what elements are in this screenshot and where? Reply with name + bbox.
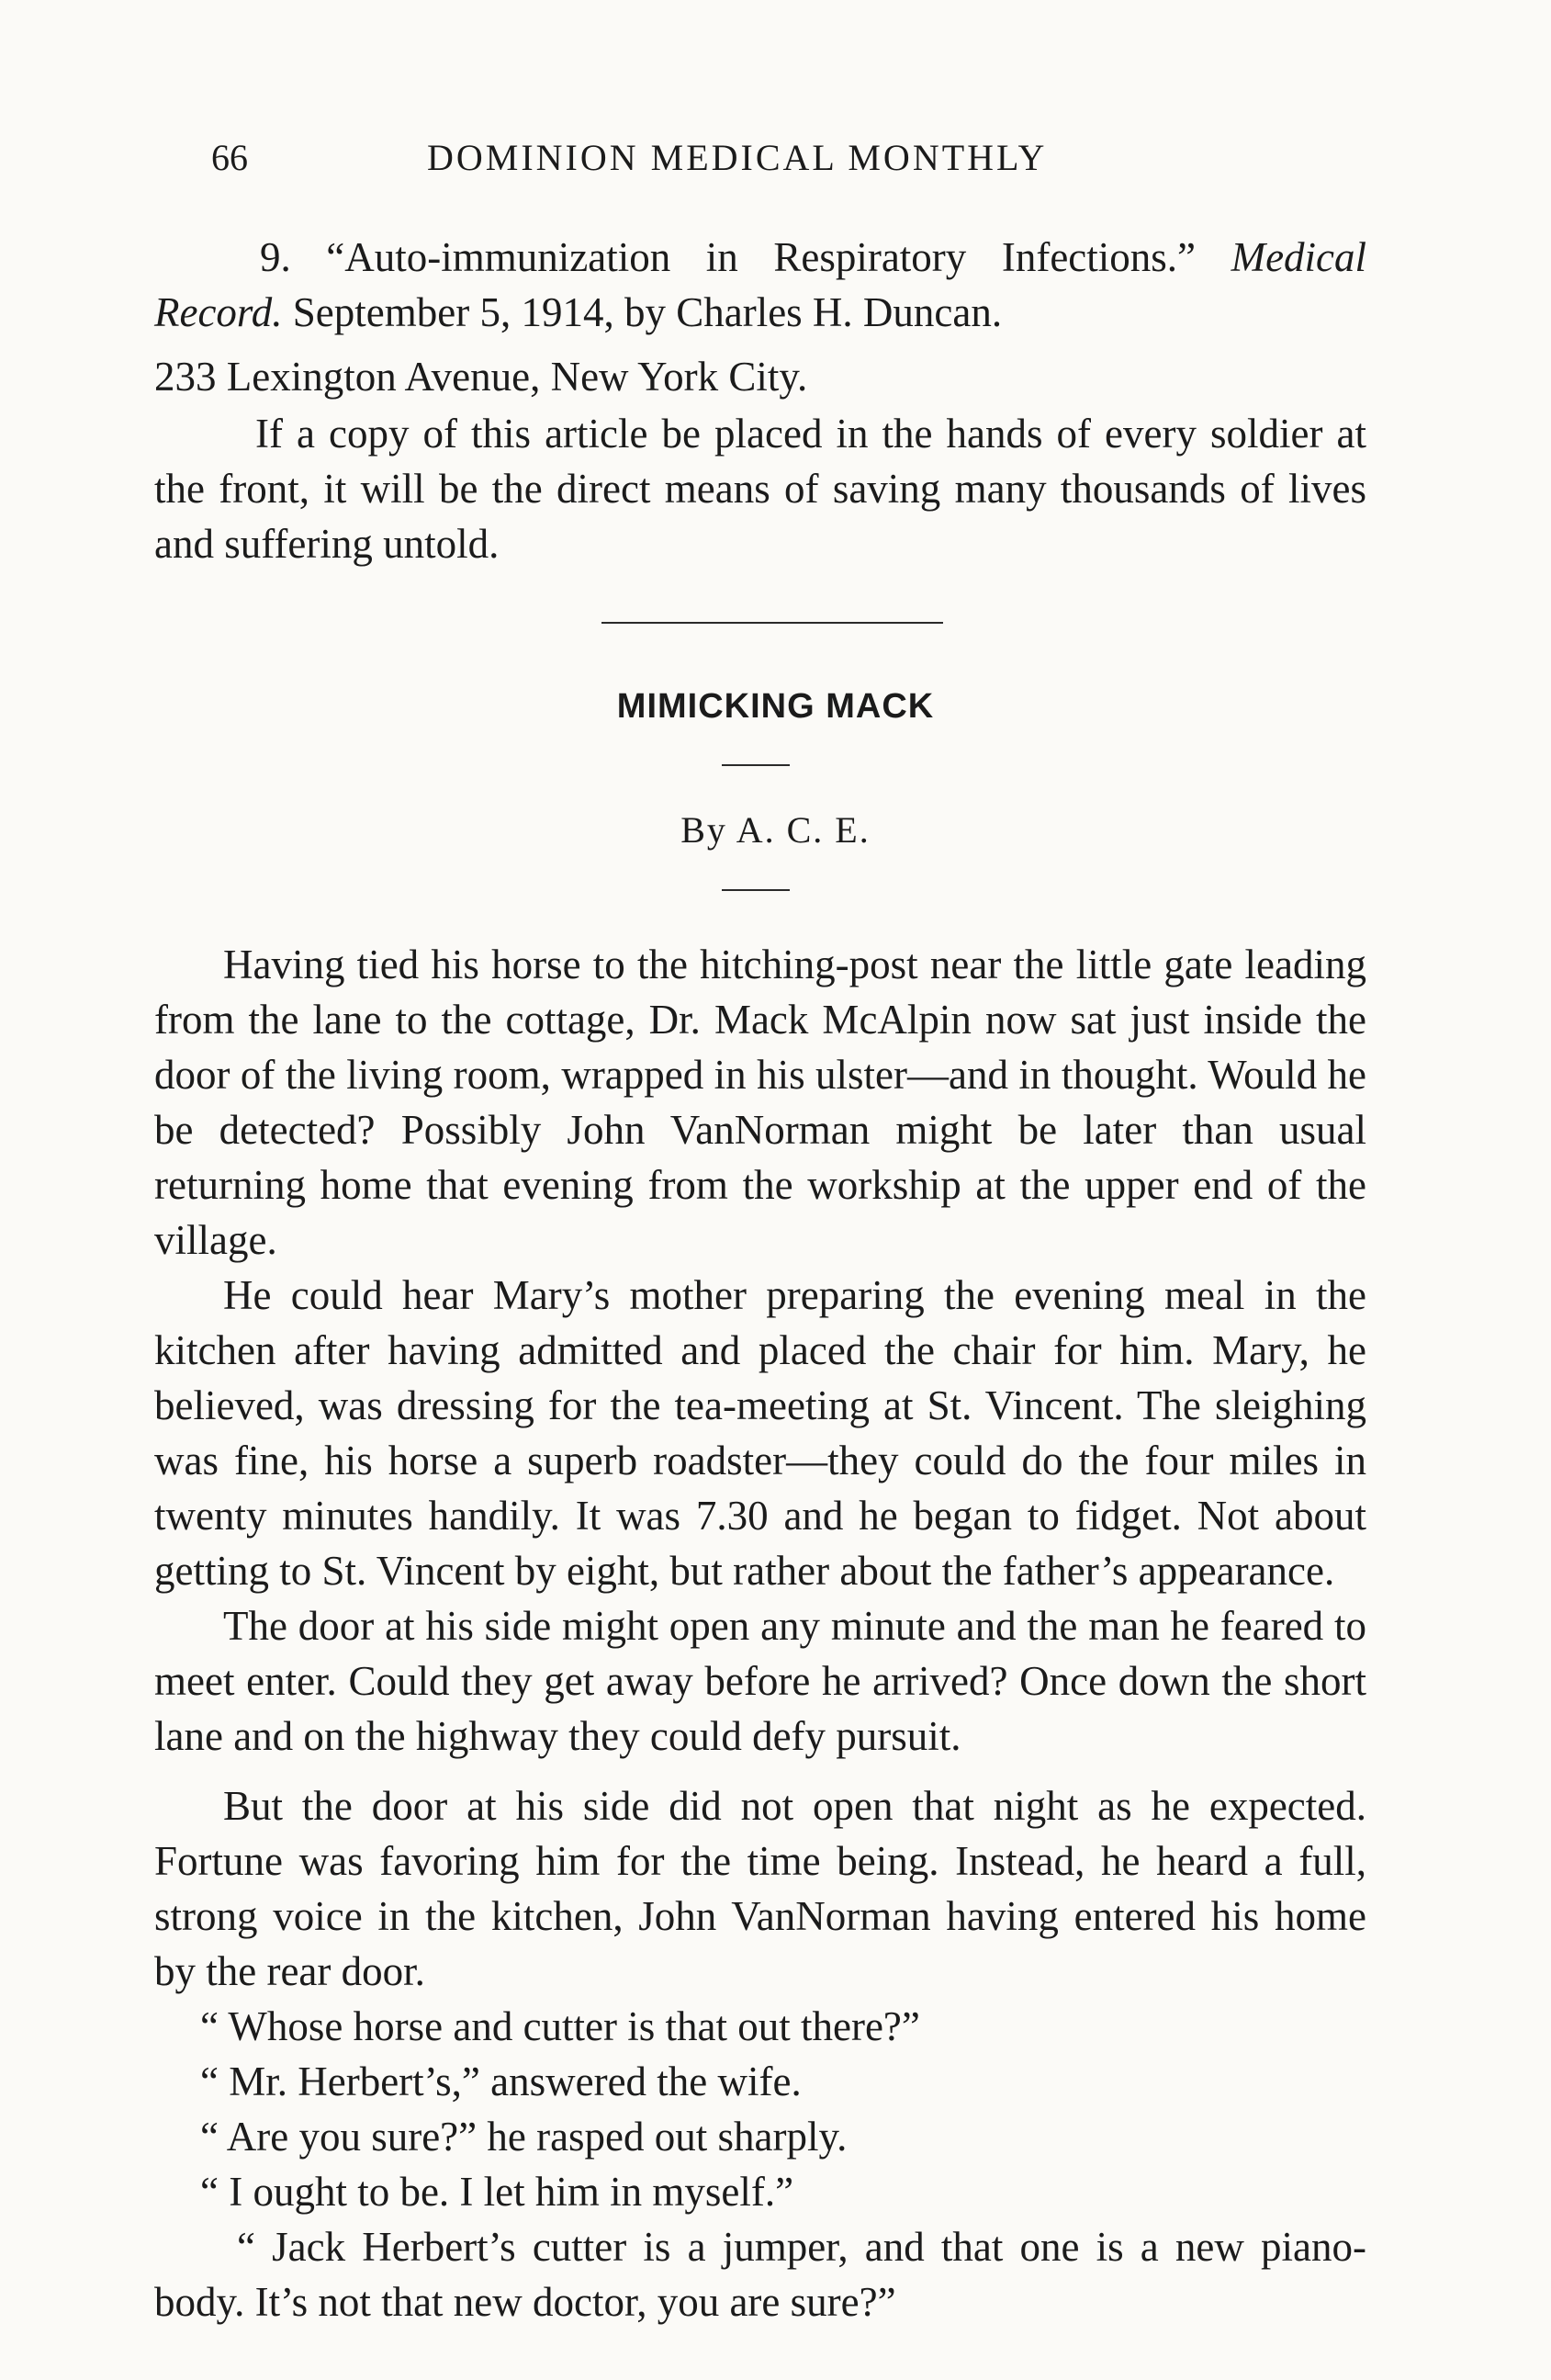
dialogue-line: “ Mr. Herbert’s,” answered the wife. [200, 2059, 802, 2104]
page-number: 66 [211, 137, 248, 178]
running-title: DOMINION MEDICAL MONTHLY [427, 137, 1048, 178]
reference-line: 9. “Auto-immunization in Respiratory Infections.” [260, 234, 1197, 280]
reference-citation [154, 230, 1366, 340]
story-byline: By A. C. E. [680, 809, 871, 851]
story-body [154, 937, 1366, 2329]
intro-block [154, 406, 1366, 571]
reference-address: 233 Lexington Avenue, New York City. [154, 354, 808, 400]
dialogue-line: “ Are you sure?” he rasped out sharply. [200, 2114, 848, 2160]
reference-block [154, 230, 1366, 404]
dialogue-final: “ Jack Herbert’s cutter is a jumper, and that one is a new piano-body. It’s not that new doctor, you are sure?” [154, 2224, 1366, 2325]
story-title: MIMICKING MACK [616, 687, 935, 726]
dialogue-line: “ Whose horse and cutter is that out there?” [200, 2003, 920, 2049]
journal-name: Medical Record. [154, 234, 1367, 335]
dialogue-line: “ I ought to be. I let him in myself.” [200, 2169, 794, 2215]
story-paragraph: But the door at his side did not open that night as he expected. Fortune was favoring him for the time being. Instead, he heard a full, strong voice in the kitchen, John VanNorman having entered his home by the rear door. [154, 1783, 1366, 1994]
reference-date-author: September 5, 1914, by Charles H. Duncan. [292, 289, 1003, 335]
byline-divider [722, 889, 790, 891]
story-paragraph: The door at his side might open any minute and the man he feared to meet enter. Could they get away before he arrived? Once down the short lane and on the highway they could defy pursuit. [154, 1603, 1366, 1759]
intro-paragraph: If a copy of this article be placed in the hands of every soldier at the front, it will be the direct means of saving many thousands of lives and suffering untold. [154, 411, 1366, 567]
story-paragraph: Having tied his horse to the hitching-post near the little gate leading from the lane to the cottage, Dr. Mack McAlpin now sat just inside the door of the living room, wrapped in his ulster—and in thought. Would he be detected? Possibly John VanNorman might be later than usual returning home that evening from the workship at the upper end of the village. [154, 942, 1366, 1263]
story-paragraph: He could hear Mary’s mother preparing the evening meal in the kitchen after having admitted and placed the chair for him. Mary, he believed, was dressing for the tea-meeting at St. Vincent. The sleighing was fine, his horse a superb roadster—they could do the four miles in twenty minutes handily. It was 7.30 and he began to fidget. Not about getting to St. Vincent by eight, but rather about the father’s appearance. [154, 1272, 1366, 1594]
section-divider [601, 622, 943, 624]
title-divider [722, 764, 790, 766]
page-header [211, 136, 1368, 191]
